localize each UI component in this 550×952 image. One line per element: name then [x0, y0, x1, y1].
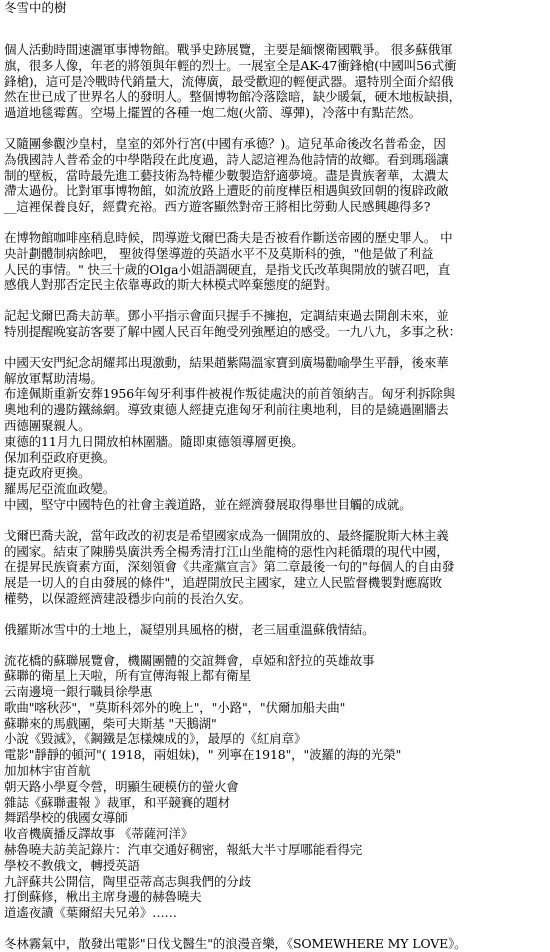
text-line: 小說《毀滅》，《鋼鐵是怎樣煉成的》，最厚的《紅肩章》	[4, 731, 307, 747]
text-line: 學校不教俄文，轉授英語	[4, 857, 140, 873]
paragraph	[4, 355, 549, 513]
paragraph	[4, 42, 549, 121]
text-line: 收音機廣播反譯故事 《蒂薩河洋》	[4, 826, 194, 842]
text-line: 赫魯曉夫訪美記錄片：汽車交通好稠密，報紙大半寸厚哪能看得完	[4, 842, 363, 858]
text-line: 戈爾巴喬夫說，當年政改的初衷是希望國家成為一個開放的、最終擺脫斯大林主義	[4, 527, 449, 543]
text-line: 道遙夜讀《葉爾紹夫兄弟》……	[4, 905, 177, 921]
text-line: 的國家。結束了陳勝吳廣洪秀全楊秀清打江山坐龍椅的惡性內耗循環的現代中國，	[4, 543, 449, 559]
text-line: 加加林宇宙首航	[4, 763, 91, 779]
text-line: 人民的事情。" 快三十歲的Olga小姐語調硬直，是指戈氏改革與開放的號召吧，直	[4, 261, 451, 277]
text-line: __這裡保養良好，經費充裕。西方遊客顯然對帝王將相比勞動人民感興趣得多?	[4, 199, 431, 215]
text-line: 滯太過份。比對軍事博物館，如流放路上遭貶的前度樺臣相遇與致回朝的復辟政敵	[4, 183, 449, 199]
text-line: 在博物館咖啡座稍息時候，問導遊戈爾巴喬夫是否被看作斷送帝國的歷史罪人。 中	[4, 229, 453, 245]
text-line: 特別提醒晚宴訪客要了解中國人民百年飽受列強壓迫的感受。一九八九，多事之秋：	[4, 323, 461, 339]
text-line: 央計劃體制病餘吧， 聖彼得堡導遊的英語水平不及莫斯科的強，"他是做了利益	[4, 245, 434, 261]
text-line: 舞蹈學校的俄國女導師	[4, 810, 128, 826]
text-line: 打倒蘇修，楸出主席身邊的赫魯曉夫	[4, 889, 202, 905]
text-line: 鋒槍)，這可是冷戰時代銷量大，流傳廣，最受歡迎的輕便武器。還特別全面介紹俄	[4, 73, 454, 89]
text-line: 展是一切人的自由發展的條件"，追趕開放民主國家，建立人民監督機製對應腐敗	[4, 575, 442, 591]
paragraph	[4, 136, 549, 215]
text-line: 制的壁板，當時最先進工藝技術為特權少數製造舒適夢境。盡是貴族奢華，太濃太	[4, 167, 449, 183]
text-line: 歌曲"喀秋莎"，"莫斯科郊外的晚上"，"小路"，"伏爾加船夫曲"	[4, 699, 346, 715]
text-line: 保加利亞政府更換。	[4, 449, 116, 465]
text-line: 云南邊境一銀行職員徐學惠	[4, 684, 153, 700]
text-line: 布達佩斯重新安葬1956年匈牙利事件被視作叛徒處決的前首領納吉。匈牙利拆除與	[4, 386, 456, 402]
text-line: 朝天路小學夏令營，明顯生硬模仿的螢火會	[4, 778, 239, 794]
text-line: 解放軍幫助清場。	[4, 370, 103, 386]
text-line: 西德團聚親人。	[4, 417, 91, 433]
paragraph	[4, 653, 549, 922]
page-title: 冬雪中的樹	[4, 0, 67, 15]
text-line: 捷克政府更換。	[4, 465, 91, 481]
paragraph	[4, 936, 549, 952]
paragraph	[4, 308, 549, 340]
text-line: 雜誌《蘇聯畫報 》裁軍，和平競賽的題材	[4, 794, 231, 810]
text-line: 流花橋的蘇聯展覽會，機關團體的交誼舞會，卓婭和舒拉的英雄故事	[4, 652, 375, 668]
text-line: 過道地毯霉舊。空場上擺置的各種一炮二炮(火箭、導彈)，冷落中有點茫然。	[4, 105, 422, 121]
paragraph	[4, 528, 549, 607]
text-line: 感俄人對那否定民主依靠專政的斯大林模式啐棄態度的絕對。	[4, 277, 338, 293]
text-line: 冬林霧氣中，散發出電影"日伐戈醫生"的浪漫音樂，《SOMEWHERE MY LOVE》。	[4, 936, 467, 952]
text-line: 中國天安門紀念胡耀邦出現激動，結果趙紫陽溫家寶到廣場勸喻學生平靜，後來華	[4, 354, 449, 370]
text-line: 中國，堅守中國特色的社會主義道路，並在經濟發展取得舉世目觸的成就。	[4, 496, 412, 512]
text-line: 電影"靜靜的頓河"( 1918，兩姐妹)，" 列寧在1918"，"波羅的海的光榮"	[4, 747, 402, 763]
paragraph	[4, 622, 549, 638]
text-line: 在提昇民族資素方面，深刻領會《共產黨宣言》第二章最後一句的"每個人的自由發	[4, 559, 455, 575]
text-line: 權勢，以保證經濟建設穩步向前的長治久安。	[4, 590, 252, 606]
text-line: 記起戈爾巴喬夫訪華。鄧小平指示會面只握手不擁抱，定調結束過去開創未來，並	[4, 308, 449, 324]
text-line: 然在世已成了世界名人的發明人。整個博物館冷落陰暗，缺少暖氣，硬木地板缺損，	[4, 89, 461, 105]
text-line: 又隨團參觀沙皇村，皇室的郊外行宮(中國有承德？)。這兒革命後改名普希金，因	[4, 135, 446, 151]
document-body	[4, 42, 549, 952]
text-line: 蘇聯的衛星上天啦，所有宣傳海報上都有衛星	[4, 668, 252, 684]
text-line: 東德的11月九日開放柏林圍牆。隨即東德領導層更換。	[4, 433, 304, 449]
text-line: 九評蘇共公開信，陶里亞蒂高志與我們的分歧	[4, 873, 252, 889]
text-line: 蘇聯來的馬戲團，柴可夫斯基 "天鵝湖"	[4, 715, 217, 731]
text-line: 為俄國詩人普希金的中學階段在此度過，詩人認這裡為他詩情的故鄉。看到瑪瑙讓	[4, 151, 449, 167]
text-line: 奧地利的邊防鐵絲網。導致東德人經捷克進匈牙利前往奧地利，目的是繞過圍牆去	[4, 402, 449, 418]
paragraph	[4, 230, 549, 293]
text-line: 羅馬尼亞流血政變。	[4, 481, 116, 497]
text-line: 個人活動時間速灑軍事博物館。戰爭史跡展覽，主要是緬懷衛國戰爭。 很多蘇俄軍	[4, 42, 453, 57]
text-line: 旗，很多人像，年老的將領與年輕的烈士。一展室全是AK-47衝鋒槍(中國叫56式衝	[4, 57, 457, 73]
text-line: 俄羅斯冰雪中的土地上，凝望別具風格的樹，老三屆重溫蘇俄情結。	[4, 621, 375, 637]
